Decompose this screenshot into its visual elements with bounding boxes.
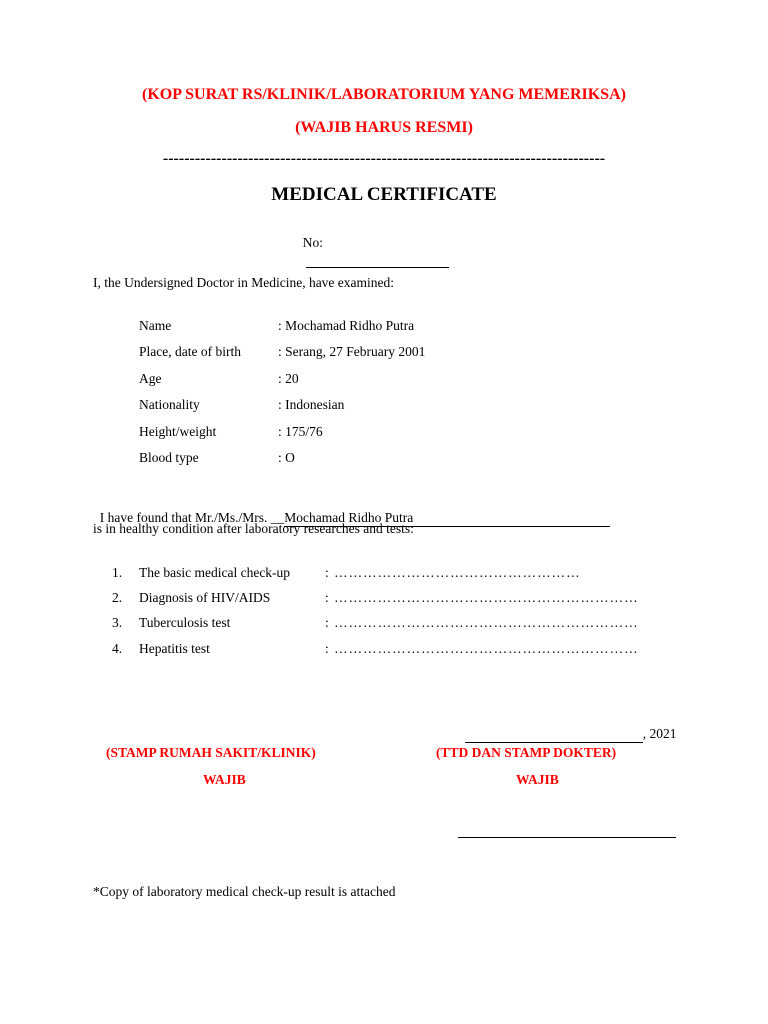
field-value-nationality: : Indonesian <box>278 397 345 412</box>
test-number: 2. <box>112 590 123 605</box>
test-number: 4. <box>112 641 123 656</box>
certificate-number <box>296 219 449 268</box>
test-number: 1. <box>112 565 123 580</box>
field-value-name: : Mochamad Ridho Putra <box>278 318 415 333</box>
test-label-hiv-aids: Diagnosis of HIV/AIDS <box>139 590 271 605</box>
test-result-hepatitis: : ……………………………………………………… <box>325 641 639 656</box>
field-label-age: Age <box>139 371 162 386</box>
field-label-nationality: Nationality <box>139 397 200 412</box>
doctor-signature-line <box>458 837 676 838</box>
field-label-height-weight: Height/weight <box>139 424 217 439</box>
test-result-hiv-aids: : ……………………………………………………… <box>325 590 639 605</box>
test-label-tuberculosis: Tuberculosis test <box>139 615 231 630</box>
field-value-age: : 20 <box>278 371 299 386</box>
certificate-number-label: No: <box>302 235 323 250</box>
doctor-stamp-title: (TTD DAN STAMP DOKTER) <box>436 745 617 760</box>
test-label-basic-checkup: The basic medical check-up <box>139 565 291 580</box>
found-name: Mochamad Ridho Putra <box>284 510 414 525</box>
letterhead-line-1: (KOP SURAT RS/KLINIK/LABORATORIUM YANG MEMERIKSA) <box>142 86 626 103</box>
footnote: *Copy of laboratory medical check-up result is attached <box>93 884 396 899</box>
test-result-basic-checkup: : …………………………………………… <box>325 565 581 580</box>
certificate-title: MEDICAL CERTIFICATE <box>271 184 497 205</box>
doctor-stamp-required: WAJIB <box>516 772 559 787</box>
found-condition: is in healthy condition after laboratory researches and tests: <box>93 521 414 536</box>
field-label-name: Name <box>139 318 172 333</box>
certificate-number-line <box>306 251 449 268</box>
hospital-stamp-title: (STAMP RUMAH SAKIT/KLINIK) <box>106 745 316 760</box>
test-result-tuberculosis: : ……………………………………………………… <box>325 615 639 630</box>
field-value-height-weight: : 175/76 <box>278 424 323 439</box>
field-label-birth: Place, date of birth <box>139 344 241 359</box>
intro-text: I, the Undersigned Doctor in Medicine, have examined: <box>93 275 395 290</box>
date-line <box>458 710 677 743</box>
field-value-blood-type: : O <box>278 450 295 465</box>
date-blank <box>465 726 643 743</box>
test-label-hepatitis: Hepatitis test <box>139 641 210 656</box>
found-prefix: I have found that Mr./Ms./Mrs. __ <box>99 510 285 525</box>
field-value-birth: : Serang, 27 February 2001 <box>278 344 426 359</box>
hospital-stamp-required: WAJIB <box>203 772 246 787</box>
field-label-blood-type: Blood type <box>139 450 199 465</box>
test-number: 3. <box>112 615 123 630</box>
header-separator: ----------------------------------------------------------------------------------- <box>162 150 606 167</box>
letterhead-line-2: (WAJIB HARUS RESMI) <box>295 119 473 136</box>
date-year: , 2021 <box>642 726 677 741</box>
